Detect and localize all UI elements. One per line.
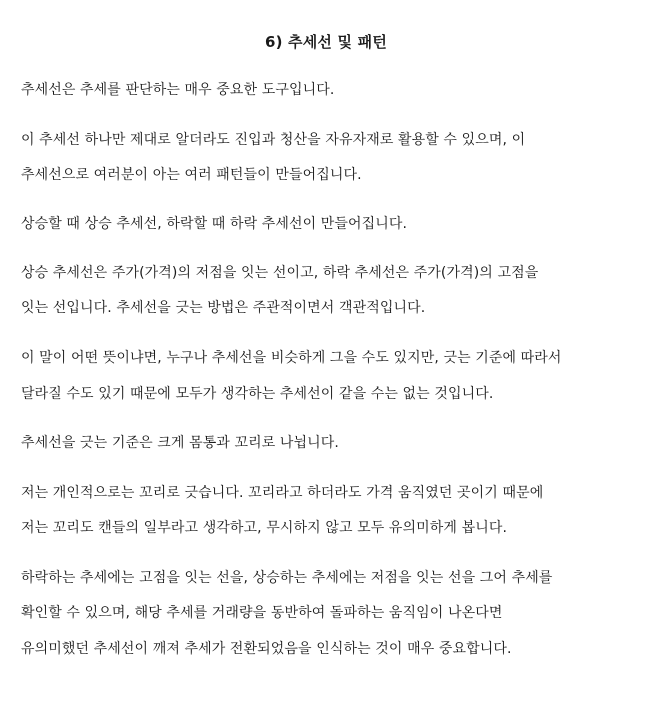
paragraph-8-line-2: 확인할 수 있으며, 해당 추세를 거래량을 동반하여 돌파하는 움직임이 나온다면: [21, 605, 503, 621]
paragraph-4-line-2: 잇는 선입니다. 추세선을 긋는 방법은 주관적이면서 객관적입니다.: [21, 300, 426, 316]
paragraph-3-line-1: 상승할 때 상승 추세선, 하락할 때 하락 추세선이 만들어집니다.: [21, 216, 408, 232]
paragraph-7-line-2: 저는 꼬리도 캔들의 일부라고 생각하고, 무시하지 않고 모두 유의미하게 봅니다.: [21, 520, 508, 536]
paragraph-4-line-1: 상승 추세선은 주가(가격)의 저점을 잇는 선이고, 하락 추세선은 주가(가격)의 고점을: [21, 265, 539, 281]
paragraph-2-line-2: 추세선으로 여러분이 아는 여러 패턴들이 만들어집니다.: [21, 167, 362, 183]
paragraph-7-line-1: 저는 개인적으로는 꼬리로 긋습니다. 꼬리라고 하더라도 가격 움직였던 곳이기 때문에: [21, 485, 544, 501]
section-title: 6) 추세선 및 패턴: [264, 33, 388, 51]
paragraph-6-line-1: 추세선을 긋는 기준은 크게 몸통과 꼬리로 나뉩니다.: [21, 435, 339, 451]
paragraph-1-line-1: 추세선은 추세를 판단하는 매우 중요한 도구입니다.: [21, 82, 335, 98]
paragraph-2-line-1: 이 추세선 하나만 제대로 알더라도 진입과 청산을 자유자재로 활용할 수 있으며, 이: [21, 132, 526, 148]
paragraph-5-line-1: 이 말이 어떤 뜻이냐면, 누구나 추세선을 비슷하게 그을 수도 있지만, 긋는 기준에 따라서: [21, 350, 562, 366]
paragraph-8-line-1: 하락하는 추세에는 고점을 잇는 선을, 상승하는 추세에는 저점을 잇는 선을 그어 추세를: [21, 570, 553, 586]
paragraph-5-line-2: 달라질 수도 있기 때문에 모두가 생각하는 추세선이 같을 수는 없는 것입니다.: [21, 386, 494, 402]
paragraph-8-line-3: 유의미했던 추세선이 깨져 추세가 전환되었음을 인식하는 것이 매우 중요합니다.: [21, 641, 512, 657]
